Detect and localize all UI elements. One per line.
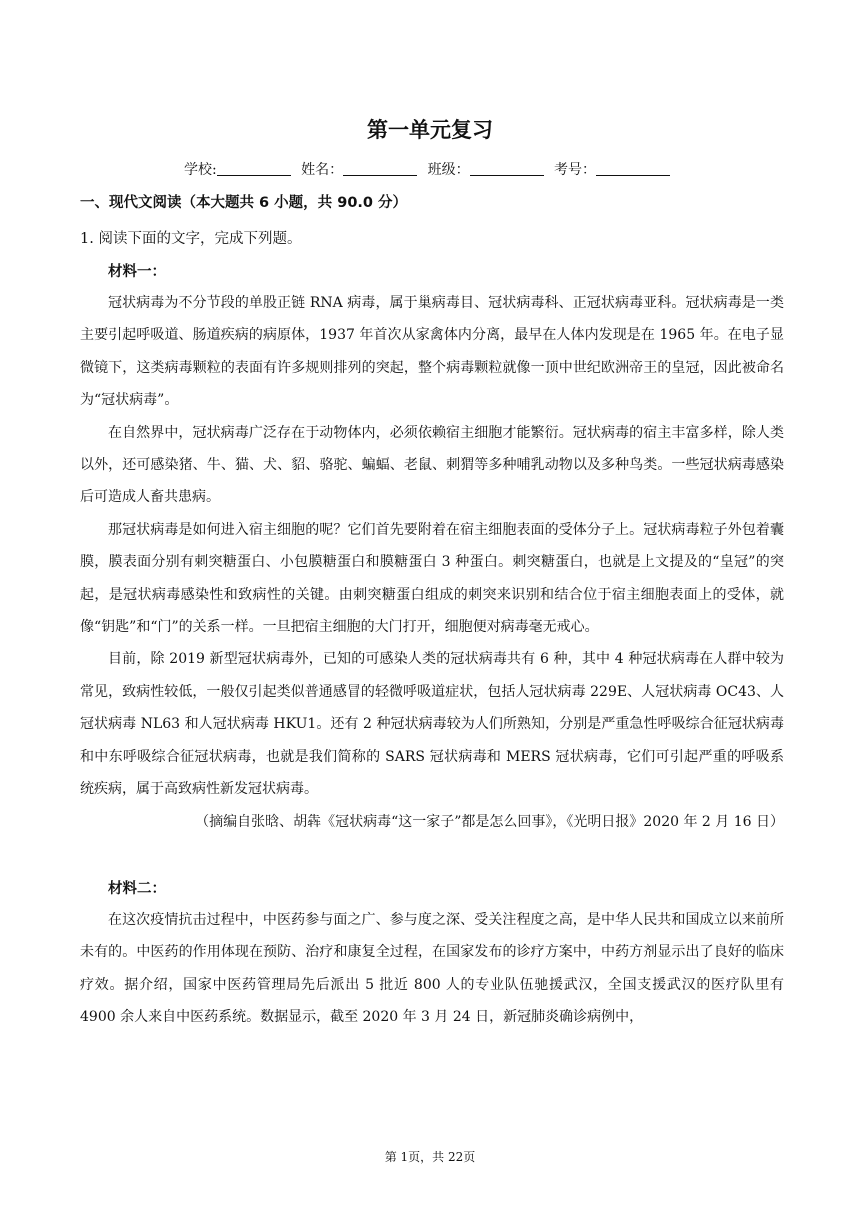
name-label: 姓名： [301, 162, 344, 178]
material-1-source: （摘编自张晗、胡犇《冠状病毒“这一家子”都是怎么回事》，《光明日报》2020 年 2 月 16 日） [195, 813, 784, 830]
page-title: 第一单元复习 [367, 118, 493, 142]
material-1-paragraph: 目前，除 2019 新型冠状病毒外，已知的可感染人类的冠状病毒共有 6 种，其中 4 种冠状病毒在人群中较为常见，致病性较低，一般仅引起类似普通感冒的轻微呼吸道症状，包括人冠状病毒 229E、人冠状病毒 OC43、人冠状病毒 NL63 和人冠状病毒 HKU1。还有 2 种冠状病毒较为人们所熟知，分别是严重急性呼吸综合征冠状病毒和中东呼吸综合征冠状病毒，也就是我们简称的 SARS 冠状病毒和 MERS 冠状病毒，它们可引起严重的呼吸系统疾病，属于高致病性新发冠状病毒。 [80, 651, 784, 798]
material-1-paragraph: 那冠状病毒是如何进入宿主细胞的呢？它们首先要附着在宿主细胞表面的受体分子上。冠状病毒粒子外包着囊膜，膜表面分别有刺突糖蛋白、小包膜糖蛋白和膜糖蛋白 3 种蛋白。刺突糖蛋白，也就是上文提及的“皇冠”的突起，是冠状病毒感染性和致病性的关键。由刺突糖蛋白组成的刺突来识别和结合位于宿主细胞表面上的受体，就像“钥匙”和“门”的关系一样。一旦把宿主细胞的大门打开，细胞便对病毒毫无戒心。 [80, 521, 784, 636]
material-1-heading: 材料一： [108, 264, 166, 280]
exam-no-label: 考号： [554, 162, 597, 178]
material-2-body [80, 904, 784, 1034]
material-1-paragraph: 冠状病毒为不分节段的单股正链 RNA 病毒，属于巢病毒目、冠状病毒科、正冠状病毒亚科。冠状病毒是一类主要引起呼吸道、肠道疾病的病原体，1937 年首次从家禽体内分离，最早在人体内发现是在 1965 年。在电子显微镜下，这类病毒颗粒的表面有许多规则排列的突起，整个病毒颗粒就像一顶中世纪欧洲帝王的皇冠，因此被命名为“冠状病毒”。 [80, 295, 784, 409]
material-2-heading: 材料二： [108, 881, 166, 897]
section-heading: 一、现代文阅读（本大题共 6 小题，共 90.0 分） [80, 195, 408, 211]
exam-no-blank [596, 161, 670, 176]
student-info-line [0, 159, 860, 179]
question-1-prompt: 1. 阅读下面的文字，完成下列题。 [80, 231, 302, 247]
name-blank [343, 161, 417, 176]
page-footer: 第 1页，共 22页 [384, 1150, 476, 1164]
class-label: 班级： [427, 162, 470, 178]
material-1-body [80, 287, 784, 838]
material-1-paragraph: 在自然界中，冠状病毒广泛存在于动物体内，必须依赖宿主细胞才能繁衍。冠状病毒的宿主丰富多样，除人类以外，还可感染猪、牛、猫、犬、貂、骆驼、蝙蝠、老鼠、刺猬等多种哺乳动物以及多种鸟类。一些冠状病毒感染后可造成人畜共患病。 [80, 424, 784, 506]
class-blank [470, 161, 544, 176]
school-label: 学校: [183, 162, 217, 178]
school-blank [217, 161, 291, 176]
material-2-paragraph: 在这次疫情抗击过程中，中医药参与面之广、参与度之深、受关注程度之高，是中华人民共和国成立以来前所未有的。中医药的作用体现在预防、治疗和康复全过程，在国家发布的诊疗方案中，中药方剂显示出了良好的临床疗效。据介绍，国家中医药管理局先后派出 5 批近 800 人的专业队伍驰援武汉，全国支援武汉的医疗队里有 4900 余人来自中医药系统。数据显示，截至 2020 年 3 月 24 日，新冠肺炎确诊病例中， [80, 912, 784, 1026]
